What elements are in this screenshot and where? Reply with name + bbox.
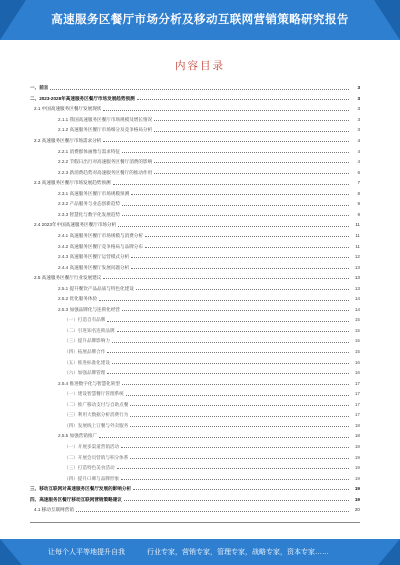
- toc-entry-page: 8: [357, 190, 360, 196]
- toc-leader-dots: [118, 226, 349, 227]
- toc-entry[interactable]: [30, 242, 360, 250]
- toc-entry[interactable]: [30, 190, 360, 198]
- toc-entry[interactable]: [30, 295, 360, 303]
- toc-leader-dots: [117, 468, 349, 469]
- toc-leader-dots: [145, 236, 349, 237]
- toc-entry-title: 2.5.5 加强营销推广: [58, 433, 98, 439]
- toc-entry-title: 2.4.1 高速服务区餐厅市场规模与消费分析: [58, 232, 143, 238]
- toc-entry-title: 2.4.2 高速服务区餐厅竞争格局与品牌分布: [58, 243, 143, 249]
- toc-entry[interactable]: [30, 474, 360, 482]
- toc-entry-page: 17: [354, 391, 360, 397]
- toc-entry-page: 17: [354, 412, 360, 418]
- toc-leader-dots: [154, 120, 349, 121]
- toc-entry[interactable]: [30, 221, 360, 229]
- toc-entry-title: 2.2 高速服务区餐厅市场需求分析: [34, 138, 102, 144]
- toc-entry-title: （三）打造特色美食活动: [64, 465, 115, 471]
- toc-entry[interactable]: [30, 147, 360, 155]
- toc-leader-dots: [130, 416, 349, 417]
- toc-entry[interactable]: [30, 211, 360, 219]
- toc-entry-title: 三、移动互联网对高速服务区餐厅发展的影响分析: [30, 486, 132, 492]
- toc-entry[interactable]: [30, 432, 360, 440]
- toc-entry-page: 15: [354, 317, 360, 323]
- toc-entry-page: 4: [357, 159, 360, 165]
- toc-leader-dots: [122, 310, 349, 311]
- toc-entry-page: 3: [357, 85, 360, 91]
- toc-leader-dots: [154, 131, 349, 132]
- footer-corner-right: [378, 539, 400, 565]
- toc-entry[interactable]: [30, 253, 360, 261]
- footer-expert-list: 行业专家，营销专家，管理专家，战略专家，资本专家……: [147, 549, 329, 556]
- toc-entry-page: 3: [357, 116, 360, 122]
- toc-entry-title: （二）开展会员营销与积分体系: [64, 454, 129, 460]
- toc-entry[interactable]: [30, 464, 360, 472]
- toc-entry-title: 2.2.3 新消费趋势对高速服务区餐厅的推动作用: [58, 169, 153, 175]
- toc-entry-title: 2.1.2 高速服务区餐厅市场细分及竞争格局分析: [58, 127, 153, 133]
- toc-entry-title: 2.3.1 高速服务区餐厅市场规模预测: [58, 190, 130, 196]
- toc-entry[interactable]: [30, 485, 360, 493]
- toc-leader-dots: [124, 500, 349, 501]
- toc-entry-page: 4: [357, 148, 360, 154]
- toc-entry-title: （三）提升品牌影响力: [64, 338, 110, 344]
- toc-entry-page: 16: [354, 359, 360, 365]
- toc-entry-page: 9: [357, 211, 360, 217]
- toc-entry[interactable]: [30, 316, 360, 324]
- toc-entry[interactable]: [30, 158, 360, 166]
- header-banner: [0, 0, 400, 40]
- toc-leader-dots: [112, 363, 349, 364]
- toc-entry-title: （二）推广移动支付与自助点餐: [64, 401, 129, 407]
- toc-entry[interactable]: [30, 348, 360, 356]
- toc-entry[interactable]: [30, 179, 360, 187]
- toc-leader-dots: [103, 141, 349, 142]
- toc-leader-dots: [122, 384, 349, 385]
- toc-entry[interactable]: [30, 379, 360, 387]
- toc-entry-title: （一）开展多渠道营销活动: [64, 443, 120, 449]
- toc-entry-title: 2.4.3 高速服务区餐厅运营模式分析: [58, 254, 130, 260]
- toc-entry-page: 15: [354, 327, 360, 333]
- toc-leader-dots: [133, 489, 349, 490]
- toc-entry[interactable]: [30, 422, 360, 430]
- toc-entry-page: 6: [357, 169, 360, 175]
- toc-entry-title: （一）打造自有品牌: [64, 317, 106, 323]
- toc-entry-title: 2.5.3 加强品牌化与连锁化经营: [58, 306, 121, 312]
- toc-entry-title: 4.1 移动互联网营销: [34, 507, 74, 513]
- toc-leader-dots: [99, 437, 349, 438]
- toc-entry-page: 19: [354, 496, 360, 502]
- footer-banner: [0, 539, 400, 565]
- toc-entry-page: 4: [357, 138, 360, 144]
- toc-heading: 内容目录: [175, 60, 225, 72]
- toc-entry[interactable]: [30, 306, 360, 314]
- toc-entry-page: 16: [354, 370, 360, 376]
- toc-entry[interactable]: [30, 337, 360, 345]
- toc-leader-dots: [112, 342, 349, 343]
- toc-leader-dots: [122, 152, 349, 153]
- toc-entry-title: 2.4.4 高速服务区餐厅发展问题分析: [58, 264, 130, 270]
- toc-entry-page: 18: [354, 443, 360, 449]
- toc-entry-title: 2.1 中国高速服务区餐厅发展现状: [34, 106, 102, 112]
- toc-leader-dots: [126, 395, 349, 396]
- toc-entry-title: （三）利用大数据分析消费行为: [64, 412, 129, 418]
- toc-entry-title: 2.3.3 智慧化与数字化发展趋势: [58, 211, 121, 217]
- toc-entry[interactable]: [30, 390, 360, 398]
- toc-leader-dots: [121, 447, 349, 448]
- toc-entry-page: 17: [354, 380, 360, 386]
- toc-leader-dots: [131, 194, 349, 195]
- toc-entry-title: （一）建设智慧餐厅管理系统: [64, 391, 124, 397]
- toc-entry[interactable]: [30, 105, 360, 113]
- toc-entry-title: （四）拓展品牌合作: [64, 349, 106, 355]
- footer-slogan: 让每个人平等地提升自我: [48, 549, 125, 556]
- toc-entry-title: 2.5.4 推进数字化与智慧化转型: [58, 380, 121, 386]
- toc-leader-dots: [130, 458, 349, 459]
- toc-entry-title: 2.2.1 消费群体画像与需求特征: [58, 148, 121, 154]
- toc-entry-title: 四、高速服务区餐厅移动互联网营销策略建议: [30, 496, 122, 502]
- toc-entry[interactable]: [30, 401, 360, 409]
- toc-entry-page: 11: [355, 243, 360, 249]
- toc-entry-title: 一、前言: [30, 85, 49, 91]
- toc-entry[interactable]: [30, 232, 360, 240]
- toc-entry-title: （六）加强品牌管理: [64, 370, 106, 376]
- toc-entry-title: 2.5.1 提升餐饮产品品质与特色化建设: [58, 285, 134, 291]
- toc-entry-title: （二）引进知名连锁品牌: [64, 327, 115, 333]
- toc-leader-dots: [130, 426, 349, 427]
- toc-leader-dots: [103, 278, 349, 279]
- toc-entry-page: 13: [354, 275, 360, 281]
- toc-entry[interactable]: [30, 284, 360, 292]
- toc-entry[interactable]: [30, 168, 360, 176]
- toc-leader-dots: [130, 405, 349, 406]
- toc-leader-dots: [76, 511, 349, 512]
- toc-entry-page: 14: [354, 296, 360, 302]
- toc-entry-page: 20: [354, 507, 360, 513]
- toc-entry[interactable]: [30, 411, 360, 419]
- toc-leader-dots: [107, 352, 349, 353]
- toc-entry-page: 18: [354, 422, 360, 428]
- toc-entry[interactable]: [30, 200, 360, 208]
- toc-entry[interactable]: [30, 506, 360, 514]
- toc-entry-page: 13: [354, 264, 360, 270]
- toc-leader-dots: [103, 110, 349, 111]
- footer-corner-left: [0, 539, 22, 565]
- toc-leader-dots: [122, 205, 349, 206]
- toc-entry-page: 3: [357, 95, 360, 101]
- toc-entry-title: 2.1.1 我国高速服务区餐厅市场规模及增长情况: [58, 116, 153, 122]
- toc-leader-dots: [145, 247, 349, 248]
- toc-entry-page: 9: [357, 201, 360, 207]
- toc-entry-title: 二、2023-2028年高速服务区餐厅市场发展趋势预测: [30, 95, 135, 101]
- toc-entry[interactable]: [30, 263, 360, 271]
- toc-entry-page: 15: [354, 349, 360, 355]
- toc-leader-dots: [131, 257, 349, 258]
- toc-entry[interactable]: [30, 369, 360, 377]
- bottom-divider: [30, 522, 360, 523]
- toc-entry[interactable]: [30, 84, 360, 92]
- table-of-contents: [30, 84, 360, 522]
- toc-entry-title: 2.5 高速服务区餐厅行业发展建议: [34, 275, 102, 281]
- toc-entry-title: 2.2.2 节假日出行对高速服务区餐厅消费的影响: [58, 159, 153, 165]
- toc-entry-title: （四）发展线上订餐与外卖服务: [64, 422, 129, 428]
- toc-entry-page: 15: [354, 338, 360, 344]
- toc-entry-page: 19: [354, 465, 360, 471]
- toc-entry-page: 3: [357, 127, 360, 133]
- toc-entry-page: 11: [355, 232, 360, 238]
- toc-entry-page: 18: [354, 433, 360, 439]
- toc-entry-title: （五）推进标准化建设: [64, 359, 110, 365]
- toc-entry-page: 14: [354, 306, 360, 312]
- toc-entry[interactable]: [30, 453, 360, 461]
- toc-entry[interactable]: [30, 126, 360, 134]
- toc-entry-page: 13: [354, 285, 360, 291]
- toc-leader-dots: [107, 373, 349, 374]
- toc-entry-title: 2.3 高速服务区餐厅市场发展趋势预测: [34, 180, 111, 186]
- report-title: 高速服务区餐厅市场分析及移动互联网营销策略研究报告: [51, 14, 349, 26]
- toc-leader-dots: [121, 479, 349, 480]
- toc-entry-title: 2.3.2 产品服务与业态创新趋势: [58, 201, 121, 207]
- toc-entry[interactable]: [30, 327, 360, 335]
- toc-entry[interactable]: [30, 495, 360, 503]
- toc-entry[interactable]: [30, 358, 360, 366]
- toc-entry[interactable]: [30, 274, 360, 282]
- toc-entry[interactable]: [30, 443, 360, 451]
- toc-entry-page: 11: [355, 222, 360, 228]
- toc-entry-page: 19: [354, 475, 360, 481]
- toc-entry-page: 3: [357, 106, 360, 112]
- toc-entry-title: （四）提升口碑与品牌形象: [64, 475, 120, 481]
- toc-leader-dots: [50, 89, 349, 90]
- toc-entry-title: 2.5.2 优化服务体验: [58, 296, 98, 302]
- toc-leader-dots: [99, 300, 349, 301]
- toc-leader-dots: [107, 321, 349, 322]
- toc-entry-page: 19: [354, 454, 360, 460]
- toc-entry-page: 12: [354, 254, 360, 260]
- toc-leader-dots: [131, 268, 349, 269]
- toc-entry[interactable]: [30, 95, 360, 103]
- toc-leader-dots: [113, 184, 349, 185]
- toc-leader-dots: [154, 162, 349, 163]
- toc-entry[interactable]: [30, 137, 360, 145]
- toc-entry-page: 19: [354, 486, 360, 492]
- toc-leader-dots: [117, 331, 349, 332]
- toc-leader-dots: [137, 99, 349, 100]
- toc-leader-dots: [136, 289, 349, 290]
- toc-entry[interactable]: [30, 116, 360, 124]
- toc-leader-dots: [122, 215, 349, 216]
- toc-entry-page: 17: [354, 401, 360, 407]
- toc-entry-title: 2.4 2023年中国高速服务区餐厅市场分析: [34, 222, 117, 228]
- toc-leader-dots: [154, 173, 349, 174]
- toc-entry-page: 7: [357, 180, 360, 186]
